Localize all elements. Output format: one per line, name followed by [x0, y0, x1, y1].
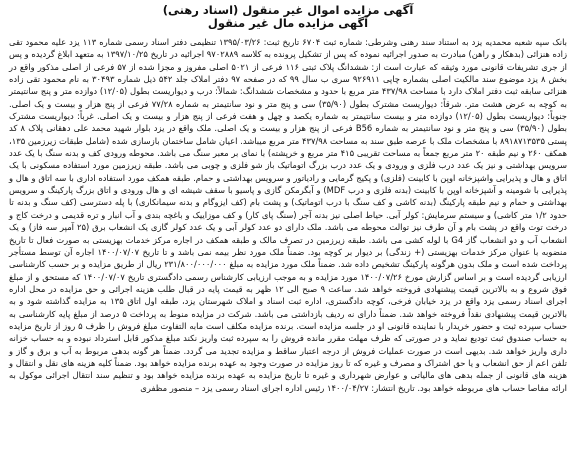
notice-title-secondary: آگهی مزایده مال غیر منقول — [207, 16, 369, 30]
notice-body: بانک سپه شعبه محمدیه یزد به استناد سند رهنی وشرطی: شماره ثبت ۶۷۰۴ تاریخ ثبت: ۱۳۹۵/۰۳/۲۶ تنظیمی دفتر اسناد رسمی شماره ۱۱۳ یزد علیه محمود تقی زاده هنزائی (بدهکار و راهن) مبادرت به صدور اجرائیه نموده که پس از تشکیل پرونده به کلاسه ۹۷۰۲۸۸۹ اجرائیه در تاریخ ۱۳۹۷/۱۰/۲۵ به متعهد ابلاغ گردیده و پس از جری تشریفات قانونی مورد وثیقه که عبارت است از: ششدانگ پلاک ثبتی ۱۱۶ فرعی از ۵۰۲۱ اصلی مفروز و مجزا شده از ۵۷ فرعی از اصلی مذکور واقع در بخش ۸ یزد موضوع سند مالکیت اصلی بشماره چاپی ۹۲۶۹۱۱ سری ب سال ۹۹ که در صفحه ۹۷ دفتر املاک جلد ۵۴۲ ذیل شماره ۳۰۴۹۳ به نام محمود تقی زاده هنزائی سابقه ثبت دفتر املاک دارد با مساحت ۴۳۷/۹۸ متر مربع با حدود و مشخصات ششدانگ: شمالاً: درب و دیواریست بطول (۱۲/۰۵) دوازده متر و پنج سانتیمتر به کوچه به عرض هشت متر. شرقاً: دیواریست مشترک بطول (۳۵/۹۰) سی و پنج متر و نود سانتیمتر به شماره ۷۷/۲۸ فرعی از پنج هزار و بیست و یک اصلی. جنوباً: دیواریست بطول (۱۲/۰۵) دوازده متر و بیست سانتیمتر به شماره یکصد و چهل و هفت فرعی از پنج هزار و بیست و یک اصلی. غرباً: دیواریست مشترک بطول (۳۵/۹۰) سی و پنج متر و نود سانتیمتر به شماره B56 فرعی از پنج هزار و بیست و یک اصلی. ملک واقع در یزد بلوار شهید محمد علی دهقانی پلاک ۸ کد پستی ۸۹۱۸۷۱۳۵۳۵ با مشخصات ملک با عرصه طبق سند به مساحت ۴۳۷/۹۸ متر مربع میباشد. اعیان شامل ساختمان بازسازی شده (شامل طبقات زیرزمین ۱۳۵، همکف ۲۶۰ و نیم طبقه ۲۰ متر مربع جمعاً به مساحت تقریبی ۴۱۵ متر مربع و خرپشته) با نمای بر معبر سنگ می باشد. محوطه ورودی کف و بدنه سنگ با یک عدد سرویس بهداشتی و نیز یک عدد درب فلزی و ورودی و یک عدد درب بزرگ اتوماتیک باز شو فلزی و چوبی می باشد. طبقه زیرزمین مورد استفاده مسکونی با یک اتاق و هال و پذیرایی واشپزخانه اوپن با کابینت (فلزی) و پکیج گرمایی و رادیاتور و سرویس بهداشتی و حمام. طبقه همکف مورد استفاده اداری با سه اتاق و هال و پذیرایی با شومینه و آشپزخانه اوپن با کابینت (بدنه فلزی و درب MDF) و آبگرمکن گازی و پاسیو با سقف شیشه ای و هال ورودی و اتاق بزرگ پارکینگ و سرویس بهداشتی و حمام و نیم طبقه پارکینگ (بدنه کاشی و کف سنگ با درب اتوماتیک) و پشت بام (کف ایزوگام و بدنه سیمانکاری) با پله دسترسی (کف سنگ و بدنه تا حدود ۱/۲ متر کاشی) و سیستم سرمایش: کولر آبی. حیاط اصلی نیز بدنه آجر (سنگ پای کار) و کف موزاییک و باغچه بندی و آب انبار و تره قدیمی و درخت کاج و درخت توت واقع در پشت بام و آن طرف نیز توالت محوطه می باشد. ملک دارای دو عدد کولر آبی و یک عدد کولر گازی یک انشعاب برق (۲۵ آمپر سه فاز) و یک انشعاب آب و دو انشعاب گاز G4 با لوله کشی می باشد. طبقه زیرزمین در تصرف مالک و طبقه همکف در اجاره مرکز خدمات بهزیستی به صورت فعال تا تاریخ منضوبه با عنوان مرکز خدمات بهزیستی (+ زندگی) بر دیوار بر کوچه بود. ضمناً ملک مورد نظر بیمه نمی باشد و تا تاریخ ۱۴۰۰/۰۷/۰۷ اجاره آن توسط مستأجر پرداخت شده است و ملک بدون هرگونه پارکینگ تشخیص داده شد. ضمناً ملک مورد مزایده به مبلغ ۲۳۱/۸۰۰/۰۰۰/۰۰۰ ریال از طریق مزایده و بر حسب کارشناسی ارزیابی گردیده است و بر اساس گزارش مورخ ۱۴۰۰/۰۷/۲۶ مورد مزایده و به موجب ارزیابی کارشناس رسمی دادگستری تاریخ ۱۴۰۰/۰۷/۰۷ که مستحق و از مبلغ فوق شروع و به بالاترین قیمت پیشنهادی فروخته خواهد شد. ساعت ۹ صبح الی ۱۲ ظهر به قیمت پایه در قبال طلب هزینه اجرائی و حق مزایده در محل اداره اجرای اسناد رسمی یزد واقع در یزد خیابان فرخی، کوچه دادگستری، اداره ثبت اسناد و املاک شهرستان یزد، طبقه اول اتاق ۱۳۵ به مزایده گذاشته شود و به بالاترین قیمت پیشنهادی نقداً فروخته خواهد شد. ضمناً دارای نه ردیف بازداشتی می باشد. شرکت در مزایده منوط به پرداخت ۵ درصد از مبلغ پایه کارشناسی به حساب سپرده ثبت و حضور خریدار با نماینده قانونی او در جلسه مزایده است. برنده مزایده مکلف است مابه التفاوت مبلغ فروش را ظرف ۵ روز از تاریخ مزایده به حساب صندوق ثبت تودیع نماید و در صورتی که ظرف مهلت مقرر مانده فروش را به سپرده ثبت واریز نکند مبلغ مذکور قابل استرداد نبوده و به حساب خزانه داری واریز خواهد شد. بدیهی است در صورت عملیات فروش از درجه اعتبار ساقط و مزایده تجدید می گردد. ضمناً هر گونه بدهی مربوط به آب و برق و گاز و تلفن اعم از حق انشعاب و یا حق اشتراک و مصرف و غیره که تا روز مزایده در صورت وجود به عهده برنده مزایده خواهد بود. ضمناً کلیه هزینه های نقل و انتقال و هزینه های قانونی از جمله بدهی های مالیاتی و عوارض شهرداری و غیره تا تاریخ مزایده به عهده برنده مزایده خواهد بود و تنظیم سند انتقال اجرائی موکول به ارائه مفاصا حساب های مربوطه خواهد بود. تاریخ انتشار: ۱۴۰۰/۰۴/۲۷ رئیس اداره اجرای اسناد رسمی یزد – منصور مظفری — [9, 37, 568, 393]
notice-title-primary: آگهی مزایده اموال غیر منقول (اسناد رهنی) — [162, 3, 414, 17]
